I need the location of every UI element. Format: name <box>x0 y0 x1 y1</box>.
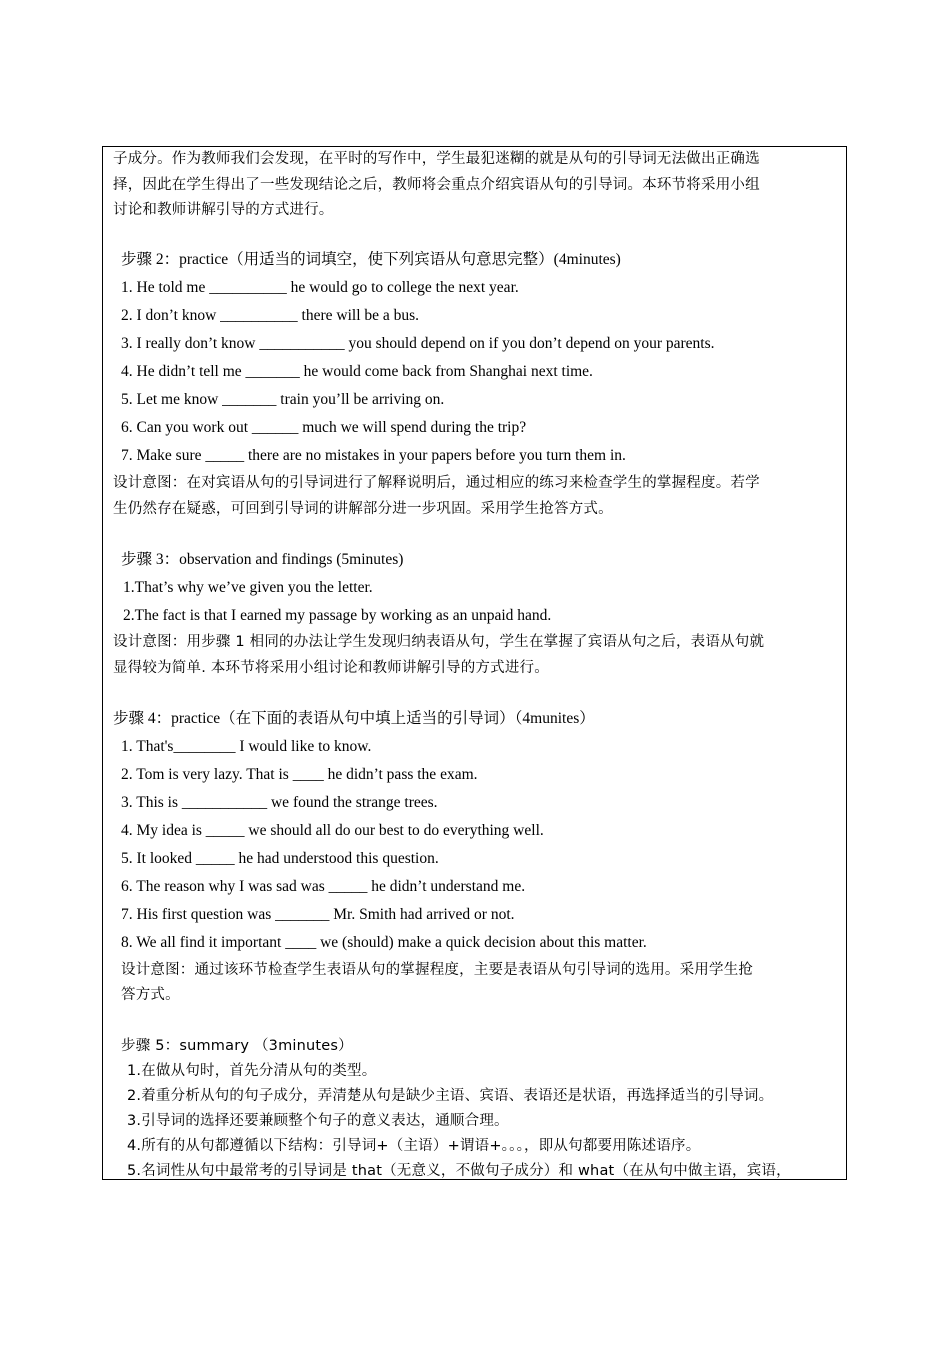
step5-item: 1.在做从句时，首先分清从句的类型。 <box>127 1063 377 1079</box>
step4-item: 5. It looked _____ he had understood this question. <box>121 850 439 867</box>
intro-line: 讨论和教师讲解引导的方式进行。 <box>113 202 334 218</box>
step3-item: 2.The fact is that I earned my passage by working as an unpaid hand. <box>123 607 552 624</box>
step4-item: 7. His first question was _______ Mr. Smith had arrived or not. <box>121 906 515 923</box>
step2-item: 3. I really don’t know ___________ you should depend on if you don’t depend on your parents. <box>121 335 715 352</box>
step3-item: 1.That’s why we’ve given you the letter. <box>123 579 373 596</box>
step3-design-intent: 显得较为简单. 本环节将采用小组讨论和教师讲解引导的方式进行。 <box>113 660 549 676</box>
intro-line: 子成分。作为教师我们会发现，在平时的写作中，学生最犯迷糊的就是从句的引导词无法做出正确选 <box>113 151 760 167</box>
step4-item: 1. That's________ I would like to know. <box>121 738 372 755</box>
step5-item: 2.着重分析从句的句子成分，弄清楚从句是缺少主语、宾语、表语还是状语，再选择适当的引导词。 <box>127 1088 774 1104</box>
step3-design-intent: 设计意图：用步骤 1 相同的办法让学生发现归纳表语从句，学生在掌握了宾语从句之后，表语从句就 <box>113 634 765 650</box>
step2-design-intent: 设计意图：在对宾语从句的引导词进行了解释说明后，通过相应的练习来检查学生的掌握程度。若学 <box>113 475 760 491</box>
intro-line: 择，因此在学生得出了一些发现结论之后，教师将会重点介绍宾语从句的引导词。本环节将采用小组 <box>113 177 760 193</box>
step4-item: 2. Tom is very lazy. That is ____ he didn’t pass the exam. <box>121 766 478 783</box>
step5-item: 3.引导词的选择还要兼顾整个句子的意义表达，通顺合理。 <box>127 1113 509 1129</box>
step5-heading: 步骤 5：summary （3minutes） <box>121 1038 353 1054</box>
step2-item: 7. Make sure _____ there are no mistakes in your papers before you turn them in. <box>121 447 626 464</box>
step2-design-intent: 生仍然存在疑惑，可回到引导词的讲解部分进一步巩固。采用学生抢答方式。 <box>113 501 613 517</box>
step2-item: 5. Let me know _______ train you’ll be arriving on. <box>121 391 445 408</box>
step4-item: 8. We all find it important ____ we (should) make a quick decision about this matter. <box>121 934 647 951</box>
step4-item: 3. This is ___________ we found the strange trees. <box>121 794 438 811</box>
step2-item: 1. He told me __________ he would go to college the next year. <box>121 279 519 296</box>
step4-design-intent: 答方式。 <box>121 987 180 1003</box>
step4-item: 4. My idea is _____ we should all do our best to do everything well. <box>121 822 544 839</box>
step2-heading: 步骤 2：practice（用适当的词填空，使下列宾语从句意思完整）(4minutes) <box>121 251 621 268</box>
step2-item: 4. He didn’t tell me _______ he would come back from Shanghai next time. <box>121 363 593 380</box>
step4-design-intent: 设计意图：通过该环节检查学生表语从句的掌握程度，主要是表语从句引导词的选用。采用学生抢 <box>121 962 754 978</box>
step5-item: 5.名词性从句中最常考的引导词是 that（无意义，不做句子成分）和 what（在从句中做主语，宾语， <box>127 1163 791 1179</box>
lesson-plan-table-cell <box>102 146 847 1180</box>
step2-item: 2. I don’t know __________ there will be a bus. <box>121 307 420 324</box>
step5-item: 4.所有的从句都遵循以下结构：引导词+（主语）+谓语+。。。，即从句都要用陈述语序。 <box>127 1138 701 1154</box>
step2-item: 6. Can you work out ______ much we will spend during the trip? <box>121 419 527 436</box>
step4-heading: 步骤 4：practice（在下面的表语从句中填上适当的引导词）（4munites） <box>113 710 595 727</box>
step3-heading: 步骤 3：observation and findings (5minutes) <box>121 551 404 568</box>
step4-item: 6. The reason why I was sad was _____ he didn’t understand me. <box>121 878 526 895</box>
